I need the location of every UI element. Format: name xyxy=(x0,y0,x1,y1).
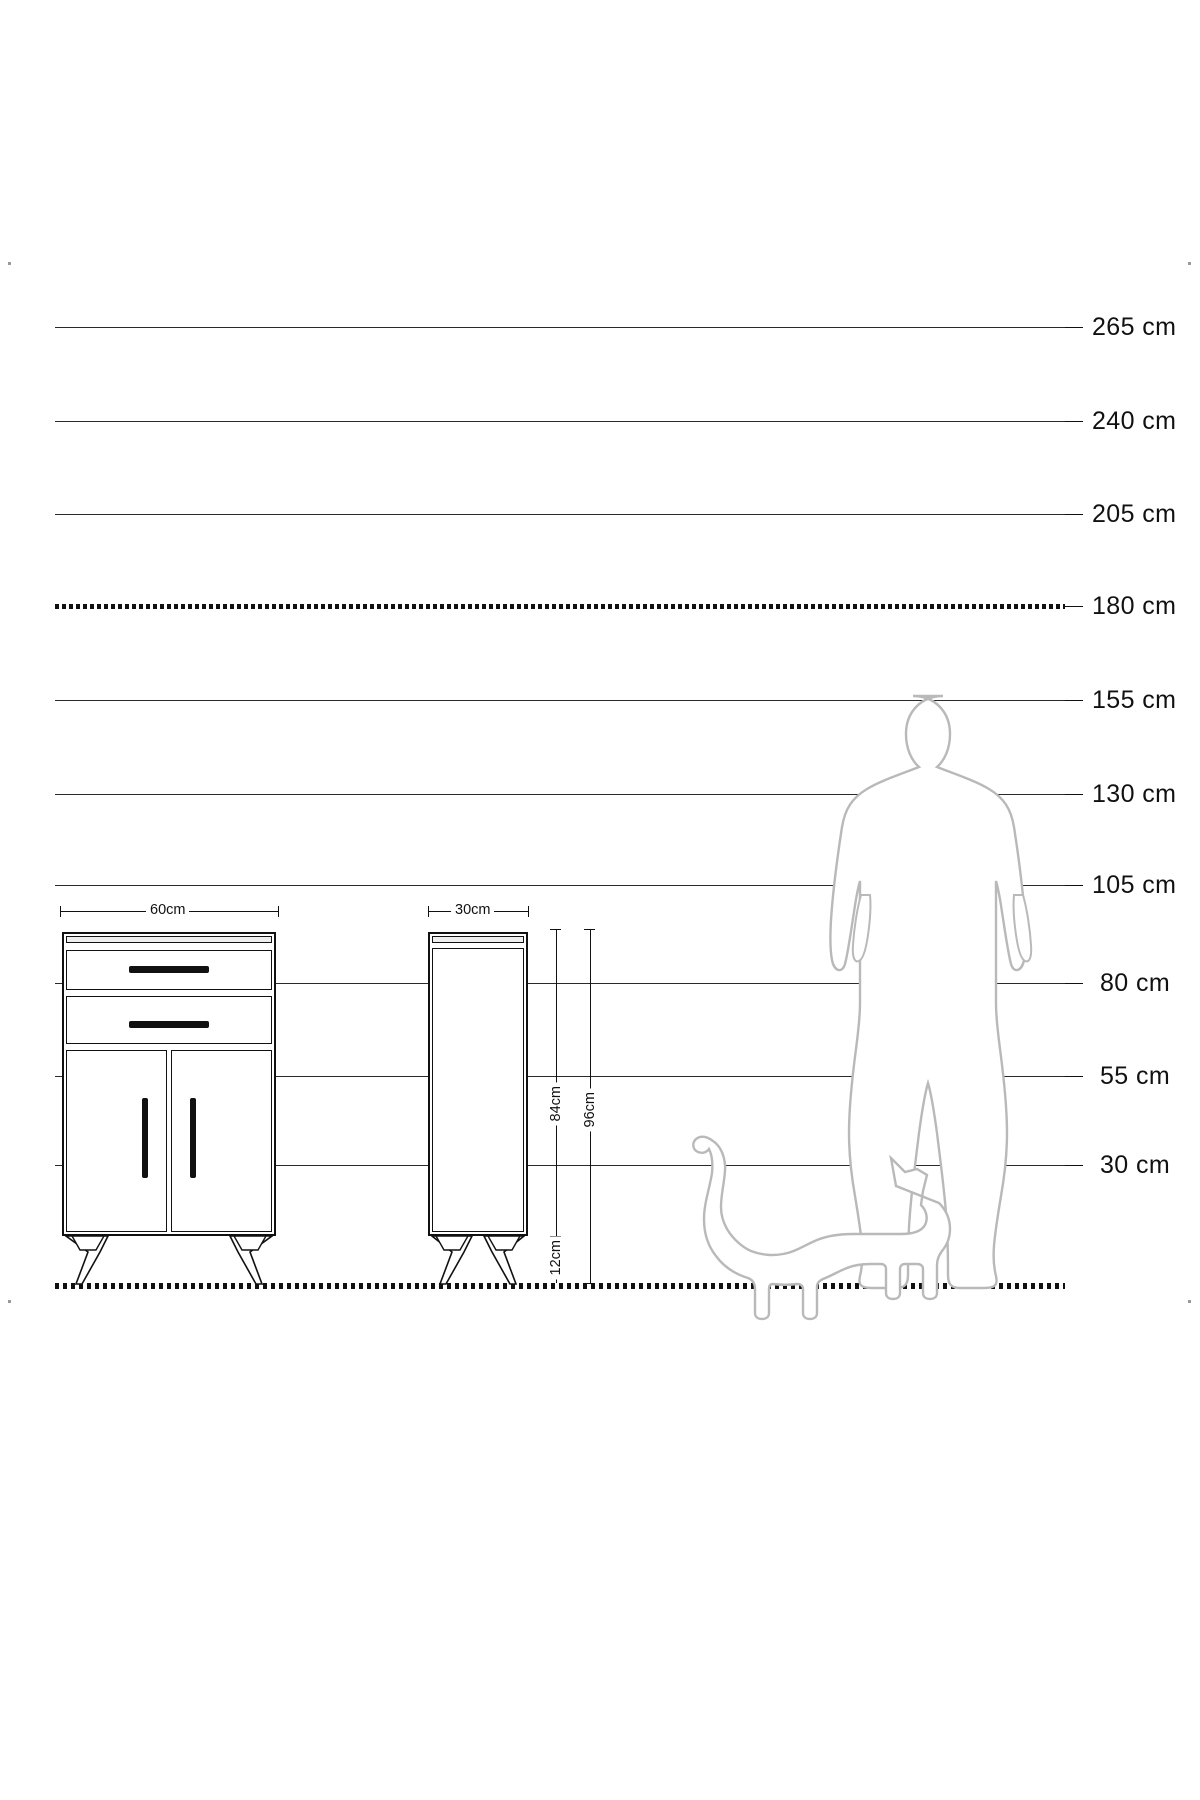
scale-label-155: 155 cm xyxy=(1092,686,1177,714)
tall-width-dim-cap-right xyxy=(528,906,529,917)
scale-line-265 xyxy=(55,327,1065,328)
scale-tick-180 xyxy=(1065,606,1083,607)
registration-dot xyxy=(8,1300,11,1303)
tall-unit-door[interactable] xyxy=(432,948,524,1232)
cabinet-leg-right xyxy=(224,1234,278,1286)
cat-silhouette xyxy=(690,1130,930,1290)
registration-dot xyxy=(8,262,11,265)
cabinet-door-left[interactable] xyxy=(66,1050,167,1232)
cabinet-door-left-handle[interactable] xyxy=(142,1098,148,1178)
cabinet-top-panel xyxy=(66,936,272,943)
scale-line-205 xyxy=(55,514,1065,515)
tall-total-height-cap-bottom xyxy=(584,1283,595,1284)
scale-label-130: 130 cm xyxy=(1092,780,1177,808)
scale-label-265: 265 cm xyxy=(1092,313,1177,341)
scale-line-240 xyxy=(55,421,1065,422)
scale-label-240: 240 cm xyxy=(1092,407,1177,435)
cabinet-door-right[interactable] xyxy=(171,1050,272,1232)
scale-tick-205 xyxy=(1065,514,1083,515)
cabinet-door-right-handle[interactable] xyxy=(190,1098,196,1178)
scale-line-180-dashed xyxy=(55,604,1065,609)
tall-width-label: 30cm xyxy=(451,902,494,918)
tall-body-height-cap-top xyxy=(550,929,561,930)
cabinet-leg-left xyxy=(60,1234,114,1286)
cabinet-width-dim-cap-right xyxy=(278,906,279,917)
registration-dot xyxy=(1188,262,1191,265)
cabinet-drawer-2[interactable] xyxy=(66,996,272,1044)
scale-label-105: 105 cm xyxy=(1092,871,1177,899)
leg-height-label: 12cm xyxy=(548,1236,564,1279)
registration-dot xyxy=(1188,1300,1191,1303)
scale-tick-265 xyxy=(1065,327,1083,328)
cabinet-width-dim-cap-left xyxy=(60,906,61,917)
tall-unit-top-panel xyxy=(432,936,524,943)
tall-total-height-cap-top xyxy=(584,929,595,930)
scale-label-180: 180 cm xyxy=(1092,592,1177,620)
scale-label-80: 80 cm xyxy=(1100,969,1171,997)
scale-label-205: 205 cm xyxy=(1092,500,1177,528)
scale-label-30: 30 cm xyxy=(1100,1151,1171,1179)
tall-unit-leg-left xyxy=(426,1234,478,1286)
tall-width-dim-cap-left xyxy=(428,906,429,917)
cabinet-drawer-1-handle[interactable] xyxy=(129,966,209,973)
tall-total-height-label: 96cm xyxy=(582,1088,598,1131)
tall-unit-leg-right xyxy=(478,1234,530,1286)
cabinet-drawer-2-handle[interactable] xyxy=(129,1021,209,1028)
tall-body-height-label: 84cm xyxy=(548,1082,564,1125)
cabinet-width-label: 60cm xyxy=(146,902,189,918)
scale-tick-240 xyxy=(1065,421,1083,422)
scale-label-55: 55 cm xyxy=(1100,1062,1171,1090)
